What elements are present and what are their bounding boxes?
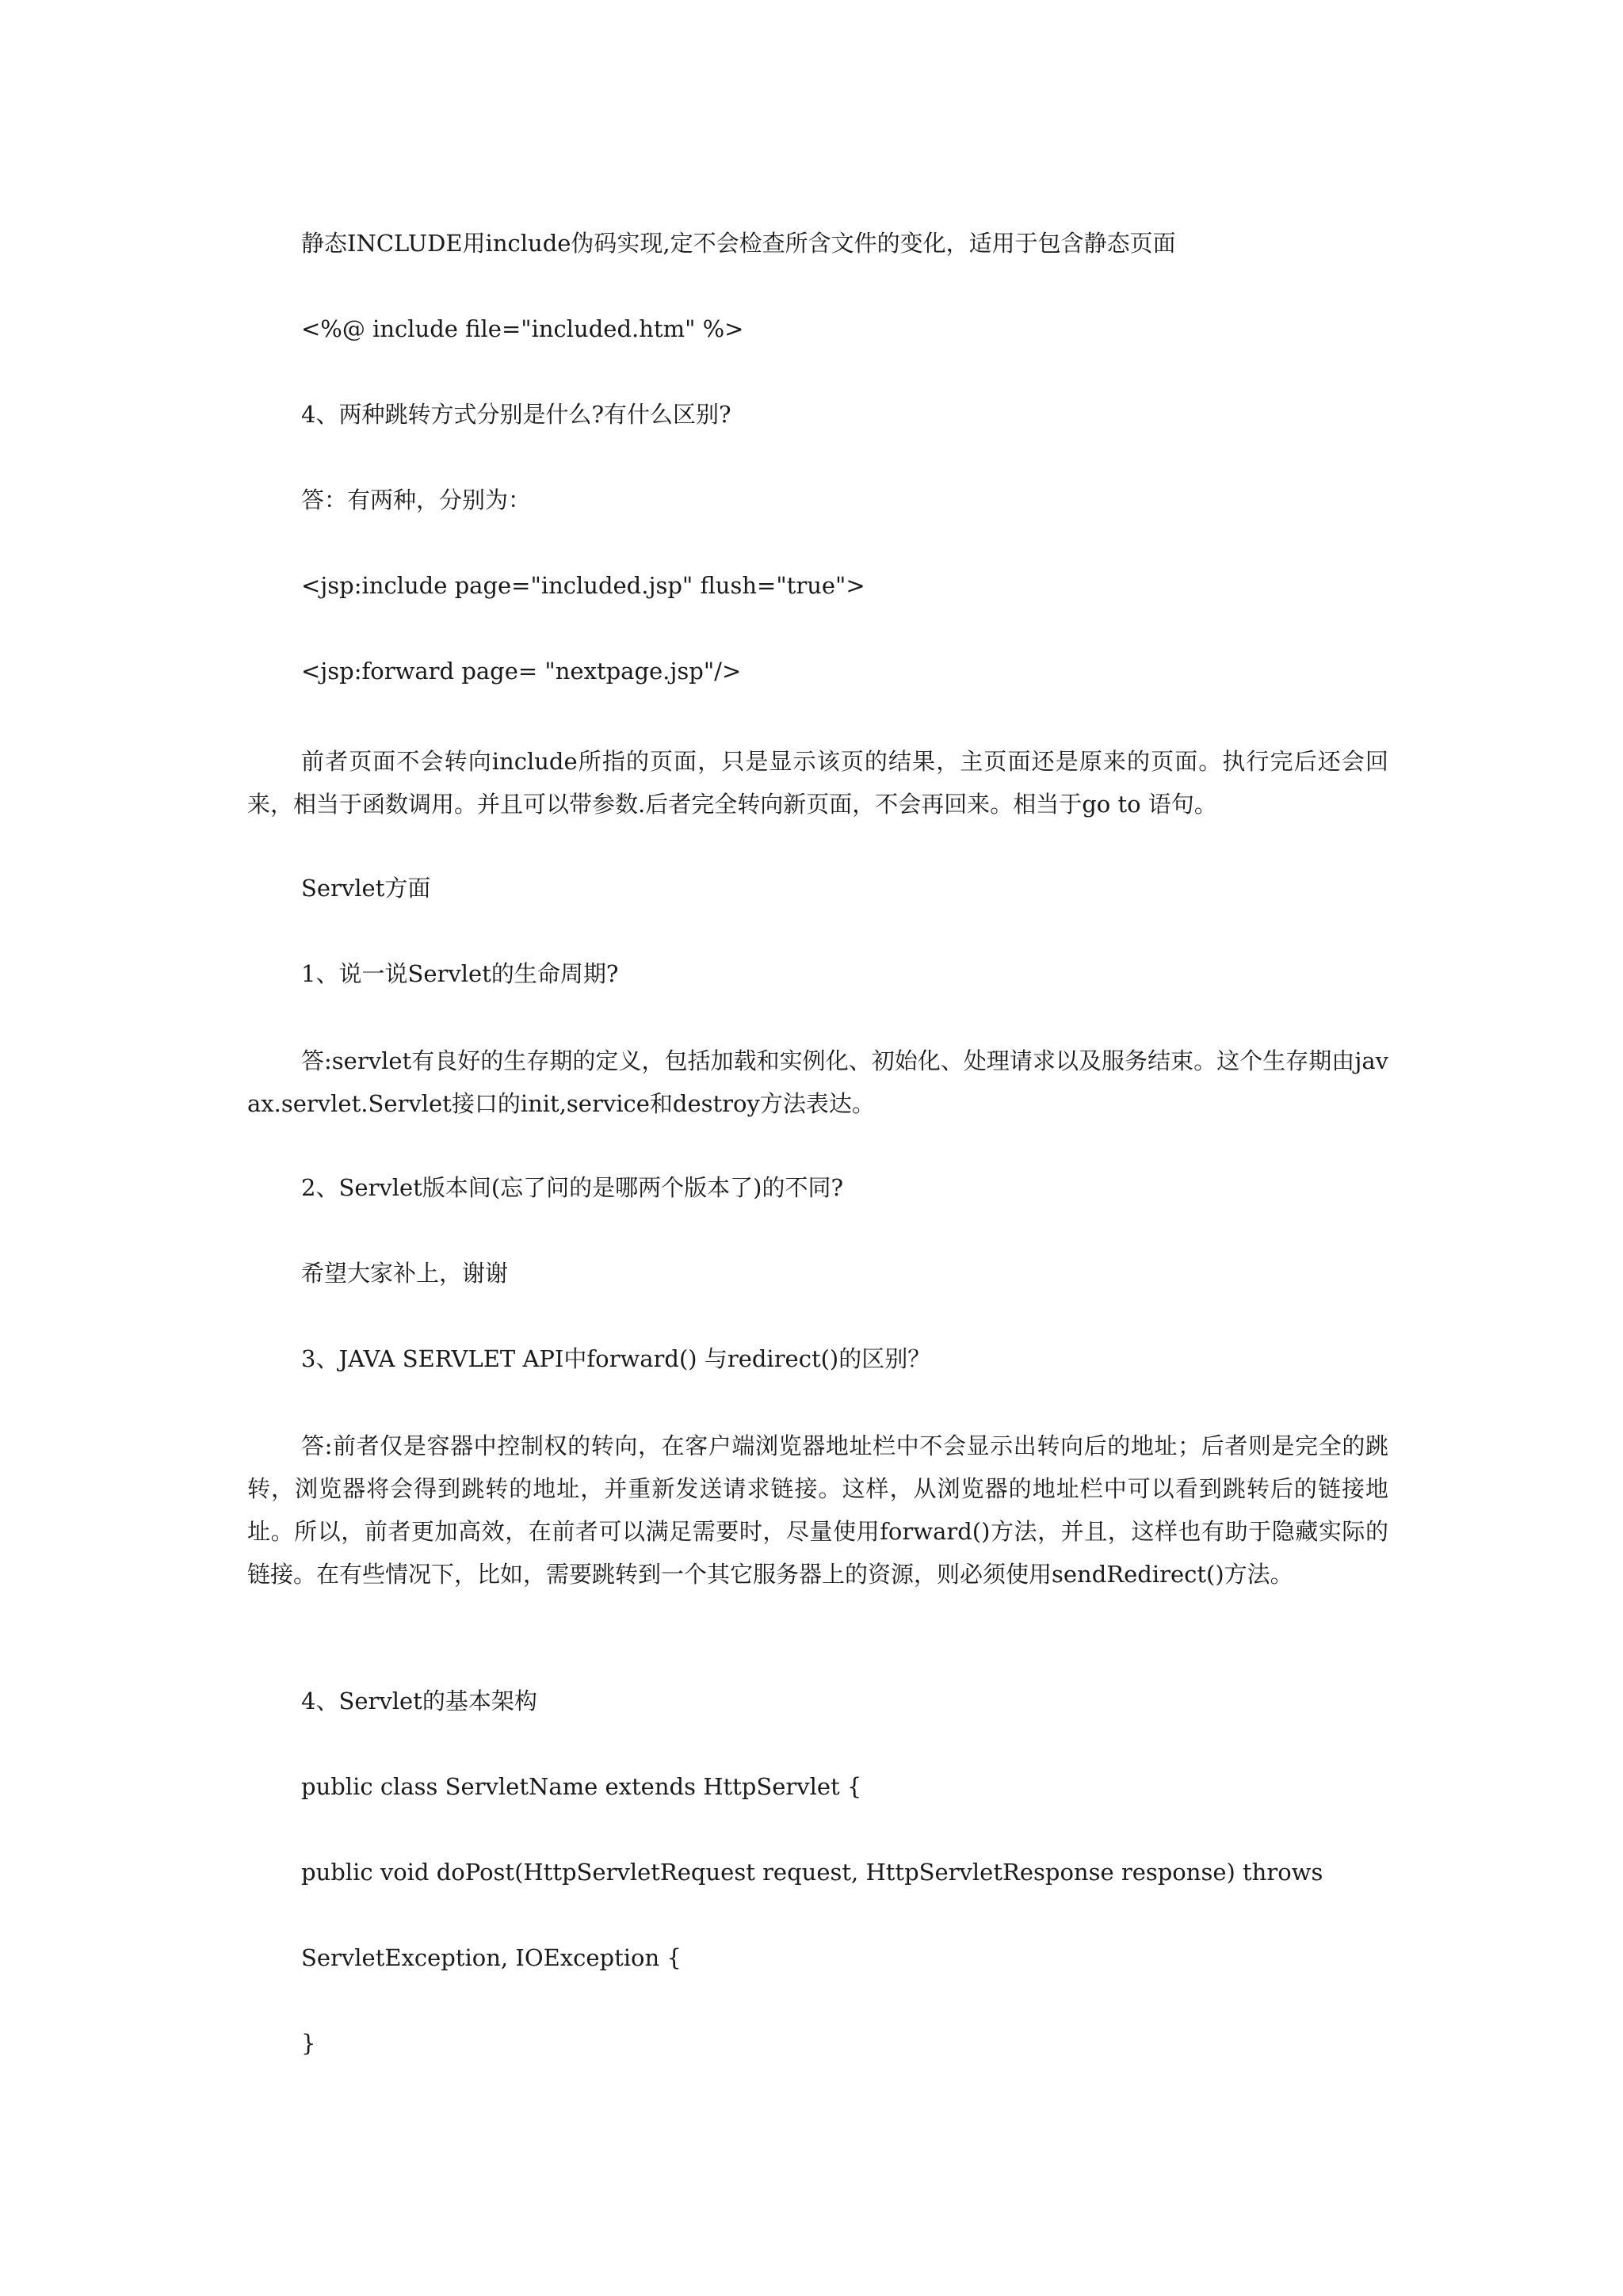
question-heading-servlet-versions: 2、Servlet版本间(忘了问的是哪两个版本了)的不同? bbox=[301, 1174, 843, 1201]
answer-forward-vs-redirect: 答:前者仅是容器中控制权的转向，在客户端浏览器地址栏中不会显示出转向后的地址；后者则是完全的跳转，浏览器将会得到跳转的地址，并重新发送请求链接。这样，从浏览器的地址栏中可以看到跳转后的链接地址。所以，前者更加高效，在前者可以满足需要时，尽量使用forward()方法，并且，这样也有助于隐藏实际的链接。在有些情况下，比如，需要跳转到一个其它服务器上的资源，则必须使用sendRedirect()方法。 bbox=[247, 1432, 1388, 1588]
code-closing-brace: } bbox=[301, 2030, 316, 2057]
code-jsp-include: <jsp:include page="included.jsp" flush="true"> bbox=[301, 572, 865, 599]
paragraph-static-include: 静态INCLUDE用include伪码实现,定不会检查所含文件的变化，适用于包含静态页面 bbox=[301, 230, 1176, 257]
answer-servlet-lifecycle: 答:servlet有良好的生存期的定义，包括加载和实例化、初始化、处理请求以及服务结束。这个生存期由javax.servlet.Servlet接口的init,service和destroy方法表达。 bbox=[247, 1047, 1388, 1117]
code-jsp-forward: <jsp:forward page= "nextpage.jsp"/> bbox=[301, 658, 742, 685]
code-class-declaration: public class ServletName extends HttpServlet { bbox=[301, 1773, 862, 1800]
section-heading-servlet: Servlet方面 bbox=[301, 875, 431, 902]
question-heading-forward-vs-redirect: 3、JAVA SERVLET API中forward() 与redirect()的区别？ bbox=[301, 1345, 931, 1372]
answer-two-types: 答：有两种，分别为： bbox=[301, 486, 532, 513]
question-heading-servlet-structure: 4、Servlet的基本架构 bbox=[301, 1688, 537, 1714]
question-heading-servlet-lifecycle: 1、说一说Servlet的生命周期? bbox=[301, 960, 619, 987]
code-dopost-signature: public void doPost(HttpServletRequest request, HttpServletResponse response) throws bbox=[301, 1859, 1323, 1886]
paragraph-include-directive: <%@ include file="included.htm" %> bbox=[301, 315, 744, 342]
code-throws-clause: ServletException, IOException { bbox=[301, 1944, 682, 1971]
question-heading-redirect-types: 4、两种跳转方式分别是什么?有什么区别? bbox=[301, 401, 731, 428]
paragraph-please-add: 希望大家补上，谢谢 bbox=[301, 1260, 509, 1287]
paragraph-include-vs-forward: 前者页面不会转向include所指的页面，只是显示该页的结果，主页面还是原来的页面。执行完后还会回来，相当于函数调用。并且可以带参数.后者完全转向新页面，不会再回来。相当于go to 语句。 bbox=[247, 748, 1388, 818]
